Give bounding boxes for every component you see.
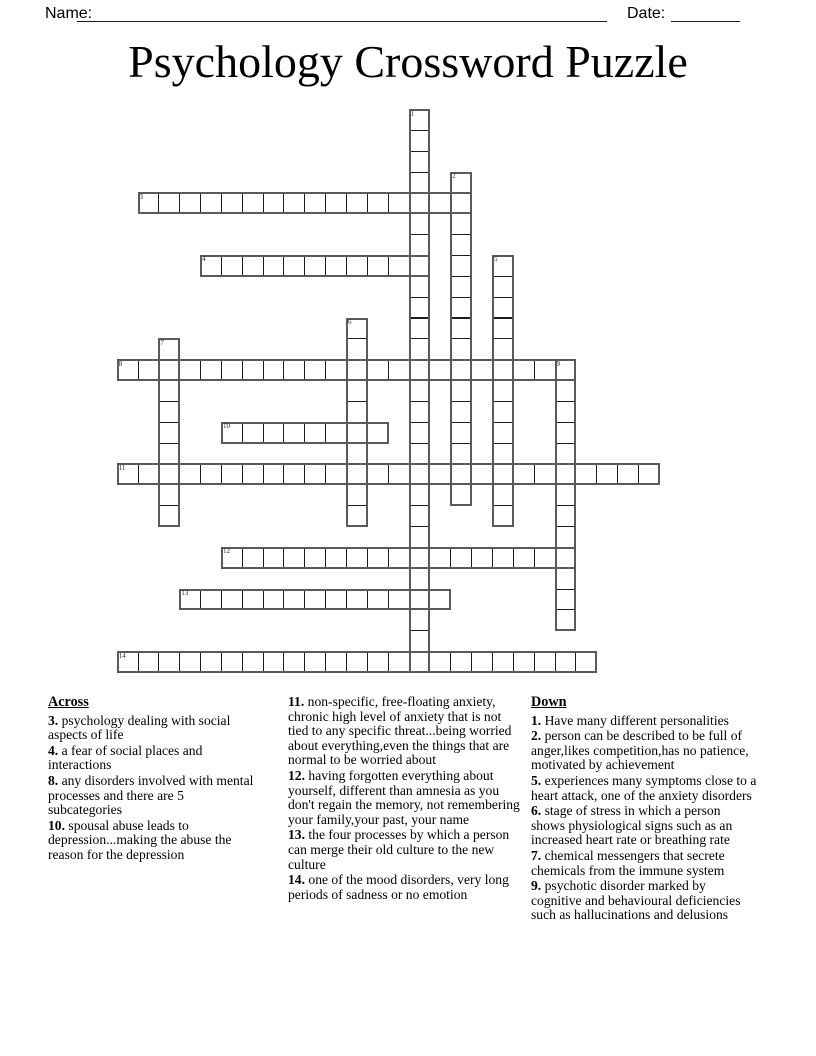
grid-cell bbox=[325, 463, 347, 485]
cell-number: 3 bbox=[139, 192, 144, 201]
grid-cell bbox=[221, 255, 243, 277]
across-clues-list-continued bbox=[288, 695, 522, 902]
grid-cell bbox=[283, 547, 305, 569]
grid-cell bbox=[158, 380, 180, 402]
grid-cell bbox=[555, 526, 577, 548]
crossword-grid bbox=[117, 109, 660, 673]
across-heading: Across bbox=[48, 694, 89, 710]
grid-cell bbox=[492, 422, 514, 444]
grid-cell bbox=[221, 359, 243, 381]
grid-cell bbox=[492, 380, 514, 402]
grid-cell bbox=[409, 255, 431, 277]
grid-cell bbox=[242, 422, 264, 444]
name-blank-line bbox=[77, 0, 607, 22]
grid-cell bbox=[179, 192, 201, 214]
grid-cell bbox=[346, 338, 368, 360]
cell-number: 9 bbox=[556, 359, 561, 368]
grid-cell bbox=[221, 589, 243, 611]
grid-cell bbox=[242, 192, 264, 214]
grid-cell bbox=[513, 463, 535, 485]
cell-number: 11 bbox=[118, 463, 126, 472]
grid-cell bbox=[409, 359, 431, 381]
grid-cell bbox=[304, 192, 326, 214]
grid-cell bbox=[346, 443, 368, 465]
grid-cell bbox=[409, 130, 431, 152]
grid-cell bbox=[283, 422, 305, 444]
grid-cell bbox=[179, 463, 201, 485]
grid-cell bbox=[158, 505, 180, 527]
grid-cell bbox=[555, 484, 577, 506]
grid-cell bbox=[367, 359, 389, 381]
clue-number: 3. bbox=[48, 712, 59, 728]
grid-cell bbox=[534, 651, 556, 673]
grid-cell bbox=[367, 589, 389, 611]
grid-cell bbox=[367, 547, 389, 569]
clue-number: 1. bbox=[531, 712, 542, 728]
grid-cell bbox=[450, 318, 472, 340]
grid-cell bbox=[200, 651, 222, 673]
grid-cell bbox=[304, 547, 326, 569]
grid-cell bbox=[283, 192, 305, 214]
grid-cell bbox=[346, 422, 368, 444]
grid-cell bbox=[450, 401, 472, 423]
grid-cell bbox=[325, 651, 347, 673]
grid-cell bbox=[388, 547, 410, 569]
grid-cell bbox=[283, 463, 305, 485]
grid-cell bbox=[179, 359, 201, 381]
grid-cell bbox=[158, 651, 180, 673]
grid-cell bbox=[367, 422, 389, 444]
grid-cell bbox=[555, 651, 577, 673]
grid-cell bbox=[263, 359, 285, 381]
clue-item: 12. having forgotten everything about yourself, different than amnesia as you don't regain the memory, not remembering your family,your past, your name bbox=[288, 767, 520, 827]
across-clues-list bbox=[48, 714, 254, 863]
clue-item: 2. person can be described to be full of anger,likes competition,has no patience, motivated by achievement bbox=[531, 728, 749, 773]
grid-cell bbox=[471, 463, 493, 485]
clue-item: 1. Have many different personalities bbox=[531, 712, 729, 728]
grid-cell bbox=[409, 568, 431, 590]
grid-cell bbox=[346, 401, 368, 423]
grid-cell bbox=[200, 589, 222, 611]
grid-cell bbox=[450, 547, 472, 569]
grid-cell bbox=[429, 359, 451, 381]
grid-cell bbox=[555, 505, 577, 527]
grid-cell bbox=[263, 651, 285, 673]
clue-number: 9. bbox=[531, 878, 542, 894]
grid-cell bbox=[492, 463, 514, 485]
grid-cell bbox=[450, 443, 472, 465]
grid-cell bbox=[346, 505, 368, 527]
clue-item: 6. stage of stress in which a person shows physiological signs such as an increased heart rate or breathing rate bbox=[531, 803, 733, 848]
clue-number: 8. bbox=[48, 772, 59, 788]
grid-cell bbox=[138, 359, 160, 381]
grid-cell bbox=[346, 589, 368, 611]
grid-cell bbox=[242, 255, 264, 277]
grid-cell bbox=[409, 380, 431, 402]
cell-number: 12 bbox=[222, 547, 230, 556]
grid-cell bbox=[429, 547, 451, 569]
grid-cell bbox=[409, 297, 431, 319]
grid-cell bbox=[325, 192, 347, 214]
clue-item: 9. psychotic disorder marked by cognitive and behavioural deficiencies such as hallucinations and delusions bbox=[531, 878, 741, 923]
grid-cell bbox=[221, 651, 243, 673]
grid-cell bbox=[450, 297, 472, 319]
grid-cell bbox=[513, 547, 535, 569]
grid-cell bbox=[325, 255, 347, 277]
grid-cell bbox=[555, 609, 577, 631]
cell-number: 6 bbox=[348, 318, 352, 326]
grid-cell bbox=[450, 338, 472, 360]
grid-cell bbox=[325, 589, 347, 611]
grid-cell bbox=[450, 276, 472, 298]
grid-cell bbox=[263, 255, 285, 277]
grid-cell bbox=[534, 547, 556, 569]
grid-cell bbox=[555, 443, 577, 465]
grid-cell bbox=[555, 589, 577, 611]
grid-cell bbox=[346, 255, 368, 277]
grid-cell bbox=[388, 463, 410, 485]
grid-cell bbox=[596, 463, 618, 485]
grid-cell bbox=[409, 547, 431, 569]
grid-cell bbox=[450, 484, 472, 506]
grid-cell bbox=[409, 401, 431, 423]
grid-cell bbox=[429, 589, 451, 611]
clue-number: 5. bbox=[531, 772, 542, 788]
grid-cell bbox=[179, 651, 201, 673]
grid-cell bbox=[242, 589, 264, 611]
grid-cell bbox=[617, 463, 639, 485]
grid-cell bbox=[242, 651, 264, 673]
grid-cell bbox=[283, 651, 305, 673]
clue-item: 5. experiences many symptoms close to a heart attack, one of the anxiety disorders bbox=[531, 772, 757, 803]
grid-cell bbox=[346, 463, 368, 485]
grid-cell bbox=[409, 505, 431, 527]
grid-cell bbox=[409, 318, 431, 340]
grid-cell bbox=[555, 422, 577, 444]
cell-number: 8 bbox=[118, 359, 123, 368]
grid-cell bbox=[555, 568, 577, 590]
grid-cell bbox=[492, 318, 514, 340]
grid-cell bbox=[534, 463, 556, 485]
grid-cell bbox=[263, 547, 285, 569]
grid-cell bbox=[242, 547, 264, 569]
grid-cell bbox=[409, 630, 431, 652]
grid-cell bbox=[409, 526, 431, 548]
cell-number: 7 bbox=[160, 338, 164, 347]
clues-column-down bbox=[531, 695, 757, 924]
clue-item: 8. any disorders involved with mental processes and there are 5 subcategories bbox=[48, 772, 254, 818]
grid-cell bbox=[158, 484, 180, 506]
grid-cell bbox=[450, 234, 472, 256]
grid-cell bbox=[409, 338, 431, 360]
grid-cell bbox=[346, 359, 368, 381]
grid-cell bbox=[409, 172, 431, 194]
grid-cell bbox=[221, 463, 243, 485]
grid-cell bbox=[450, 192, 472, 214]
down-heading: Down bbox=[531, 694, 567, 710]
grid-cell bbox=[409, 589, 431, 611]
grid-cell bbox=[283, 359, 305, 381]
grid-cell bbox=[409, 151, 431, 173]
grid-cell bbox=[367, 255, 389, 277]
grid-cell bbox=[158, 192, 180, 214]
page-title: Psychology Crossword Puzzle bbox=[128, 36, 688, 87]
grid-cell bbox=[450, 422, 472, 444]
clue-item: 11. non-specific, free-floating anxiety, chronic high level of anxiety that is not tied to any specific threat...being worried about everything,even the things that are normal to be worried about bbox=[288, 694, 512, 768]
grid-cell bbox=[388, 255, 410, 277]
grid-cell bbox=[492, 338, 514, 360]
clues-column-across bbox=[48, 695, 254, 864]
grid-cell bbox=[450, 463, 472, 485]
grid-cell bbox=[325, 359, 347, 381]
grid-cell bbox=[263, 589, 285, 611]
grid-cell bbox=[492, 276, 514, 298]
clue-number: 12. bbox=[288, 767, 305, 783]
grid-cell bbox=[200, 359, 222, 381]
grid-cell bbox=[450, 213, 472, 235]
grid-cell bbox=[450, 380, 472, 402]
grid-cell bbox=[409, 463, 431, 485]
cell-number: 14 bbox=[118, 651, 126, 660]
grid-cell bbox=[263, 463, 285, 485]
grid-cell bbox=[492, 297, 514, 319]
grid-cell bbox=[409, 422, 431, 444]
grid-cell bbox=[304, 589, 326, 611]
cell-number: 5 bbox=[493, 255, 498, 264]
clue-item: 7. chemical messengers that secrete chemicals from the immune system bbox=[531, 847, 725, 878]
clue-number: 4. bbox=[48, 742, 59, 758]
grid-cell bbox=[429, 192, 451, 214]
grid-cell bbox=[492, 359, 514, 381]
grid-cell bbox=[409, 651, 431, 673]
grid-cell bbox=[409, 484, 431, 506]
grid-cell bbox=[471, 651, 493, 673]
clue-number: 6. bbox=[531, 803, 542, 819]
cell-number: 1 bbox=[410, 109, 415, 118]
grid-cell bbox=[304, 463, 326, 485]
date-label: Date: bbox=[627, 5, 666, 22]
grid-cell bbox=[555, 380, 577, 402]
grid-cell bbox=[513, 359, 535, 381]
grid-cell bbox=[471, 547, 493, 569]
grid-cell bbox=[429, 463, 451, 485]
clue-item: 10. spousal abuse leads to depression...making the abuse the reason for the depression bbox=[48, 817, 232, 862]
grid-cell bbox=[388, 651, 410, 673]
grid-cell bbox=[492, 547, 514, 569]
grid-cell bbox=[346, 547, 368, 569]
grid-cell bbox=[492, 505, 514, 527]
grid-cell bbox=[409, 276, 431, 298]
grid-cell bbox=[263, 422, 285, 444]
grid-cell bbox=[283, 589, 305, 611]
grid-cell bbox=[367, 651, 389, 673]
clue-number: 13. bbox=[288, 827, 305, 843]
grid-cell bbox=[242, 359, 264, 381]
grid-cell bbox=[367, 463, 389, 485]
grid-cell bbox=[158, 359, 180, 381]
grid-cell bbox=[450, 255, 472, 277]
grid-cell bbox=[304, 651, 326, 673]
grid-cell bbox=[471, 359, 493, 381]
grid-cell bbox=[325, 422, 347, 444]
clue-number: 10. bbox=[48, 817, 65, 833]
grid-cell bbox=[346, 380, 368, 402]
clue-item: 14. one of the mood disorders, very long periods of sadness or no emotion bbox=[288, 872, 509, 902]
grid-cell bbox=[304, 359, 326, 381]
grid-cell bbox=[409, 443, 431, 465]
down-clues-list bbox=[531, 714, 757, 923]
grid-cell bbox=[492, 651, 514, 673]
grid-cell bbox=[283, 255, 305, 277]
clue-number: 14. bbox=[288, 872, 305, 888]
grid-cell bbox=[555, 547, 577, 569]
grid-cell bbox=[575, 651, 597, 673]
grid-cell bbox=[409, 192, 431, 214]
grid-cell bbox=[221, 192, 243, 214]
grid-cell bbox=[263, 192, 285, 214]
grid-cell bbox=[304, 255, 326, 277]
grid-cell bbox=[409, 609, 431, 631]
grid-cell bbox=[534, 359, 556, 381]
grid-cell bbox=[429, 651, 451, 673]
name-label: Name: bbox=[45, 5, 93, 22]
grid-cell bbox=[367, 192, 389, 214]
grid-cell bbox=[409, 234, 431, 256]
clue-item: 13. the four processes by which a person can merge their old culture to the new culture bbox=[288, 827, 510, 872]
grid-cell bbox=[158, 443, 180, 465]
grid-cell bbox=[158, 401, 180, 423]
grid-cell bbox=[450, 359, 472, 381]
grid-cell bbox=[409, 213, 431, 235]
grid-cell bbox=[325, 547, 347, 569]
cell-number: 13 bbox=[181, 589, 189, 598]
clues-column-across-continued bbox=[288, 695, 522, 903]
grid-cell bbox=[158, 422, 180, 444]
grid-cell bbox=[492, 484, 514, 506]
grid-cell bbox=[242, 463, 264, 485]
cell-number: 10 bbox=[222, 422, 230, 431]
grid-cell bbox=[388, 589, 410, 611]
grid-cell bbox=[513, 651, 535, 673]
grid-cell bbox=[638, 463, 660, 485]
grid-cell bbox=[555, 463, 577, 485]
grid-cell bbox=[492, 401, 514, 423]
clue-item: 3. psychology dealing with social aspects of life bbox=[48, 712, 231, 743]
grid-cell bbox=[346, 651, 368, 673]
grid-cell bbox=[450, 651, 472, 673]
clue-number: 7. bbox=[531, 847, 542, 863]
grid-cell bbox=[138, 463, 160, 485]
grid-cell bbox=[158, 463, 180, 485]
grid-cell bbox=[555, 401, 577, 423]
grid-cell bbox=[492, 443, 514, 465]
clue-number: 11. bbox=[288, 694, 305, 709]
grid-cell bbox=[388, 359, 410, 381]
grid-cell bbox=[346, 192, 368, 214]
cell-number: 4 bbox=[202, 255, 206, 264]
clue-number: 2. bbox=[531, 728, 542, 744]
grid-cell bbox=[304, 422, 326, 444]
grid-cell bbox=[200, 192, 222, 214]
clue-item: 4. a fear of social places and interactions bbox=[48, 742, 203, 773]
grid-cell bbox=[575, 463, 597, 485]
grid-cell bbox=[388, 192, 410, 214]
date-blank-line bbox=[671, 0, 740, 22]
grid-cell bbox=[138, 651, 160, 673]
grid-cell bbox=[346, 484, 368, 506]
grid-cell bbox=[200, 463, 222, 485]
cell-number: 2 bbox=[452, 172, 456, 181]
